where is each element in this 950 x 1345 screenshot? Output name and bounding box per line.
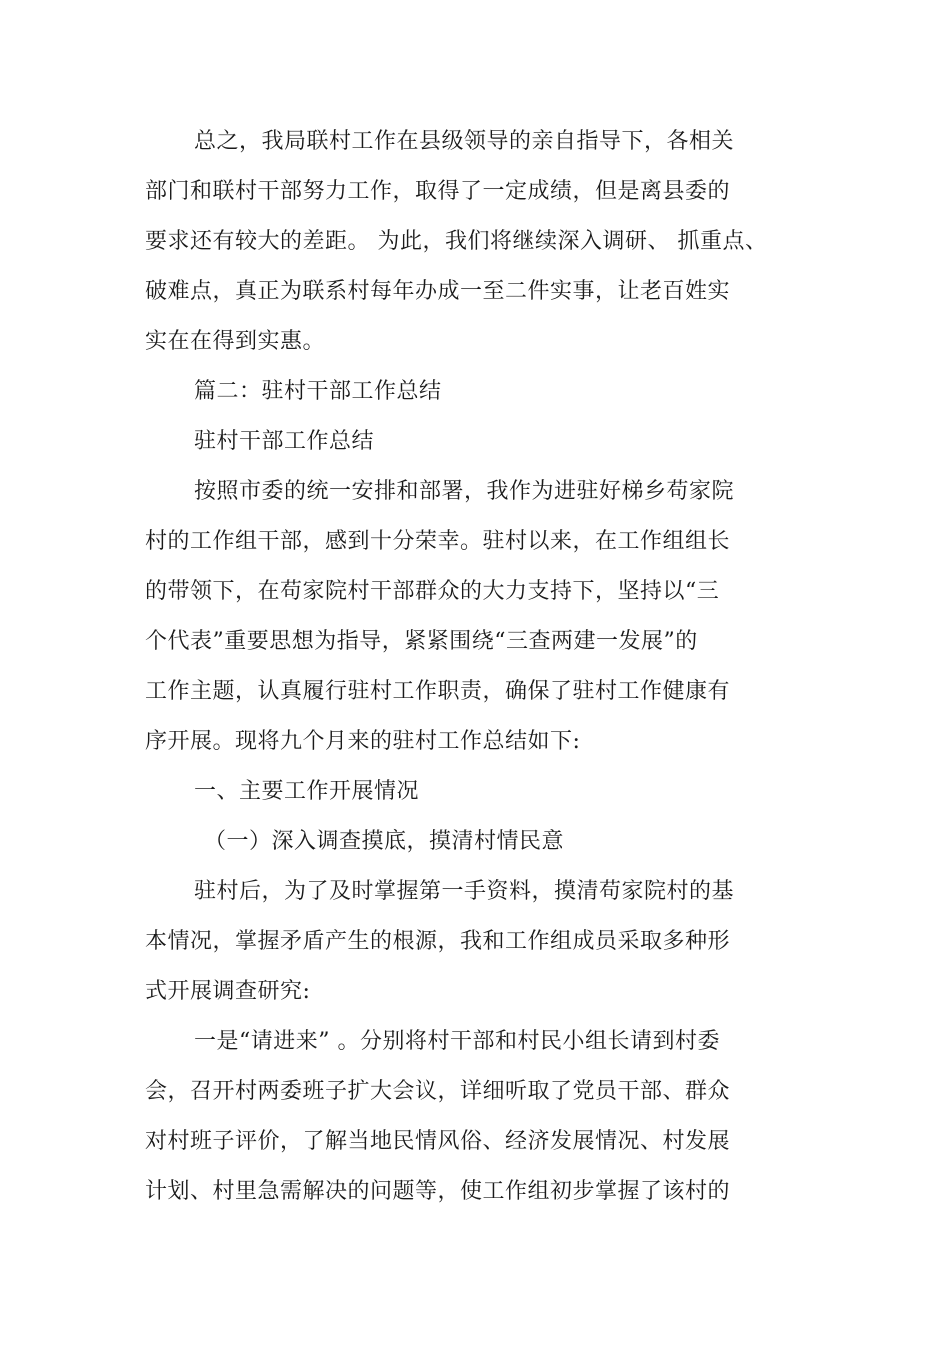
paragraph-line: 村的工作组干部，感到十分荣幸。驻村以来，在工作组组长 (145, 529, 731, 554)
paragraph-line: 破难点，真正为联系村每年办成一至二件实事，让老百姓实 (145, 279, 731, 304)
section-heading: 一、主要工作开展情况 (194, 779, 420, 804)
paragraph-line: 计划、村里急需解决的问题等，使工作组初步掌握了该村的 (145, 1179, 731, 1204)
paragraph-line: 一是“请进来” 。分别将村干部和村民小组长请到村委 (194, 1029, 720, 1054)
paragraph-line: 驻村后，为了及时掌握第一手资料，摸清苟家院村的基 (194, 879, 735, 904)
paragraph-line: 工作主题，认真履行驻村工作职责，确保了驻村工作健康有 (145, 679, 731, 704)
paragraph-line: 实在在得到实惠。 (145, 329, 326, 354)
paragraph-line: 个代表”重要思想为指导，紧紧围绕“三查两建一发展”的 (145, 629, 698, 654)
section-heading: 篇二：驻村干部工作总结 (194, 379, 442, 404)
paragraph-line: 的带领下，在苟家院村干部群众的大力支持下，坚持以“三 (145, 579, 720, 604)
paragraph-line: 按照市委的统一安排和部署，我作为进驻好梯乡苟家院 (194, 479, 735, 504)
paragraph-line: 对村班子评价，了解当地民情风俗、经济发展情况、村发展 (145, 1129, 731, 1154)
paragraph-line: 本情况，掌握矛盾产生的根源，我和工作组成员采取多种形 (145, 929, 731, 954)
paragraph-line: 总之，我局联村工作在县级领导的亲自指导下，各相关 (194, 129, 735, 154)
subsection-heading: （一）深入调查摸底，摸清村情民意 (204, 829, 565, 854)
document-title: 驻村干部工作总结 (194, 429, 375, 454)
paragraph-line: 序开展。现将九个月来的驻村工作总结如下: (145, 729, 581, 754)
paragraph-line: 会，召开村两委班子扩大会议，详细听取了党员干部、群众 (145, 1079, 731, 1104)
paragraph-line: 部门和联村干部努力工作，取得了一定成绩，但是离县委的 (145, 179, 731, 204)
paragraph-line: 式开展调查研究: (145, 979, 311, 1004)
paragraph-line: 要求还有较大的差距。 为此，我们将继续深入调研、 抓重点、 (145, 229, 768, 254)
